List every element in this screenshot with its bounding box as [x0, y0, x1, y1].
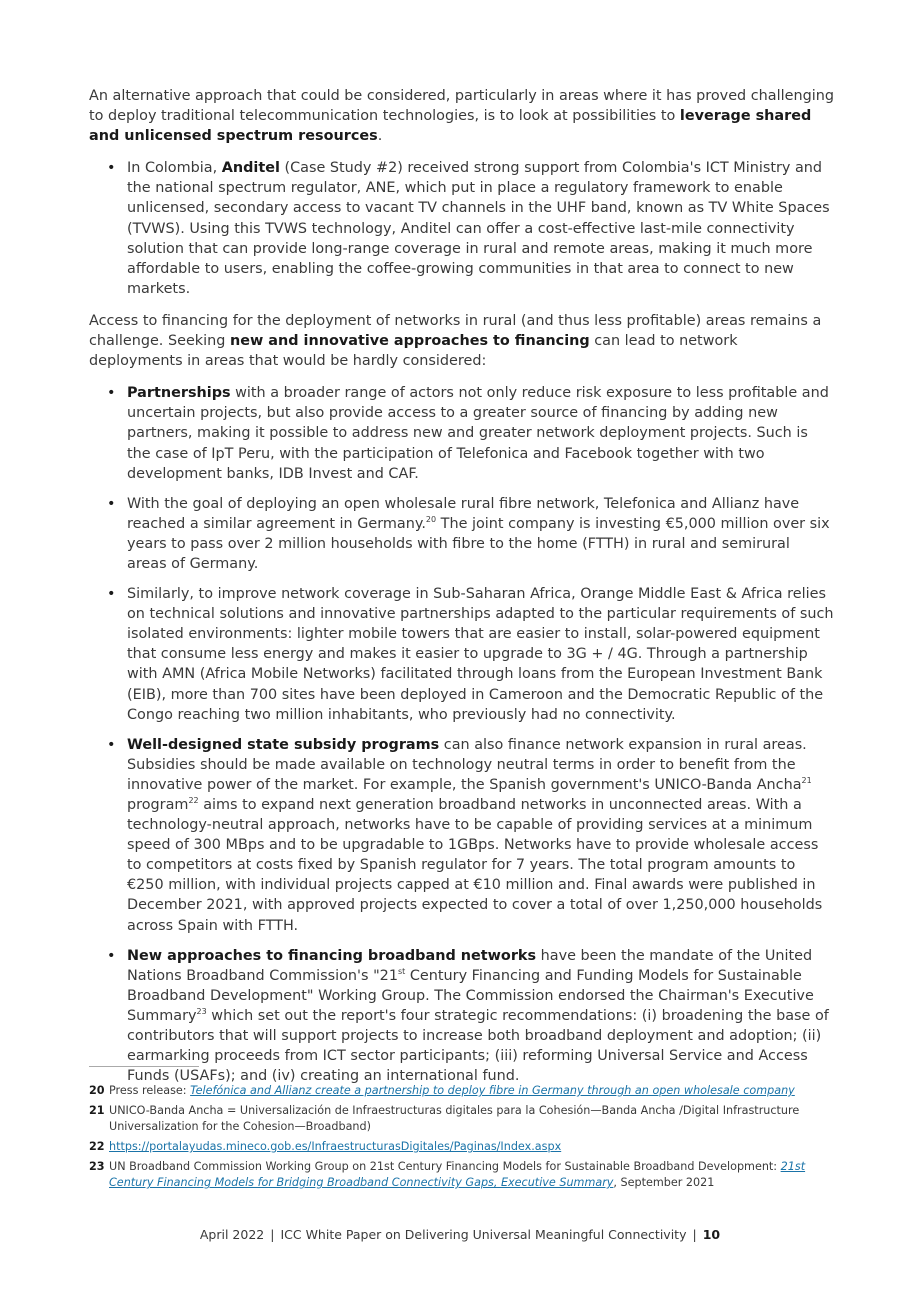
list-item-colombia: • In Colombia, Anditel (Case Study #2) received strong support from Colombia's ICT Ministry and the national spectrum regulator, ANE, which put in place a regulatory framework to enable unlicensed, secondary access to vacant TV channels in the UHF band, known as TV White Spaces (TVWS). Using this TVWS technology, Anditel can offer a cost-effective last-mile connectivity solution that can provide long-range coverage in rural and remote areas, making it much more affordable to users, enabling the coffee-growing communities in that area to connect to new markets. — [107, 160, 830, 297]
footnote-ref-20[interactable]: 20 — [425, 514, 437, 524]
footnote-22: 22 https://portalayudas.mineco.gob.es/InfraestructurasDigitales/Paginas/Index.aspx — [89, 1140, 562, 1153]
list-item-subsidy: • Well-designed state subsidy programs can also finance network expansion in rural areas. Subsidies should be made available on technology neutral terms in order to benefit from the innovative power of the market. For example, the Spanish government's UNICO-Banda Ancha$^{21}$ program$^{22}$ aims to expand next generation broadband networks in unconnected areas. With a technology-neutral approach, networks have to be capable of providing services at a minimum speed of 300 MBps and to be upgradable to 1GBps. Networks have to provide wholesale access to competitors at costs fixed by Spanish regulator for 7 years. The total program amounts to €250 million, with individual projects capped at €10 million and. Final awards were published in December 2021, with approved projects expected to cover a total of over 1,250,000 households across Spain with FTTH. — [107, 736, 823, 934]
colombia-list — [89, 158, 834, 299]
footnotes — [89, 1066, 834, 1195]
page-footer: April 2022 | ICC White Paper on Delivering Universal Meaningful Connectivity | 10 — [199, 1227, 721, 1242]
list-item-un: • New approaches to financing broadband networks have been the mandate of the United Nations Broadband Commission's "21st Century Financing and Funding Models for Sustainable Broadband Development" Working Group. The Commission endorsed the Chairman's Executive Summary$^{23}$ which set out the report's four strategic recommendations: (i) broadening the base of contributors that will support projects to increase both broadband deployment and adoption; (ii) earmarking proceeds from ICT sector participants; (iii) reforming Universal Service and Access Funds (USAFs); and (iv) creating an international fund. — [107, 947, 829, 1085]
footnote-ref-23[interactable]: 23 — [196, 1006, 207, 1016]
footnote-20: 20 Press release: Telefónica and Allianz create a partnership to deploy fibre in Germany through an open wholesale company — [89, 1084, 795, 1097]
footnote-22-link[interactable]: https://portalayudas.mineco.gob.es/InfraestructurasDigitales/Paginas/Index.aspx — [109, 1140, 562, 1153]
list-item-germany: • With the goal of deploying an open wholesale rural fibre network, Telefonica and Allianz have reached a similar agreement in Germany.$^{20}$ The joint company is investing €5,000 million over six years to pass over 2 million households with fibre to the home (FTTH) in rural and semirural areas of Germany. — [107, 495, 830, 572]
footer-title: ICC White Paper on Delivering Universal Meaningful Connectivity — [280, 1227, 687, 1242]
list-item-partnerships: • Partnerships with a broader range of actors not only reduce risk exposure to less profitable and uncertain projects, but also provide access to a greater source of financing by adding new partners, making it possible to address new and greater network deployment projects. Such is the case of IpT Peru, with the participation of Telefonica and Facebook together with two development banks, IDB Invest and CAF. — [107, 385, 829, 482]
document-body — [89, 86, 834, 1098]
footnote-ref-22[interactable]: 22 — [188, 796, 199, 805]
financing-paragraph: Access to financing for the deployment of networks in rural (and thus less profitable) areas remains a challenge. Seeking new and innovative approaches to financing can lead to network deployments in areas that would be hardly considered: — [89, 312, 822, 370]
footnote-21: 21 UNICO-Banda Ancha = Universalización de Infraestructuras digitales para la Cohesión—Banda Ancha /Digital Infrastructure Universalization for the Cohesion—Broadband) — [89, 1104, 800, 1133]
list-item-africa: • Similarly, to improve network coverage in Sub-Saharan Africa, Orange Middle East & Africa relies on technical solutions and innovative partnerships adapted to the particular requirements of such isolated environments: lighter mobile towers that are easier to install, solar-powered equipment that consume less energy and makes it easier to upgrade to 3G + / 4G. Through a partnership with AMN (Africa Mobile Networks) facilitated through loans from the European Investment Bank (EIB), more than 700 sites have been deployed in Cameroon and the Democratic Republic of the Congo reaching two million inhabitants, who previously had no connectivity. — [107, 586, 834, 723]
footnote-divider — [89, 1066, 199, 1067]
footnote-23: 23 UN Broadband Commission Working Group on 21st Century Financing Models for Sustainable Broadband Development: 21st Century Financing Models for Bridging Broadband Connectivity Gaps, Executive Summary, September 2021 — [89, 1160, 806, 1189]
footnote-20-link[interactable]: Telefónica and Allianz create a partnership to deploy fibre in Germany through an open wholesale company — [190, 1084, 795, 1097]
footnote-ref-21[interactable]: 21 — [801, 775, 812, 785]
anditel-bold: Anditel — [221, 160, 280, 177]
footer-date: April 2022 — [199, 1227, 265, 1242]
intro-bold: leverage shared and unlicensed spectrum resources — [89, 108, 812, 145]
financing-list — [89, 383, 834, 1086]
intro-paragraph: An alternative approach that could be considered, particularly in areas where it has proved challenging to deploy traditional telecommunication technologies, is to look at possibilities to leverage shared and unlicensed spectrum resources. — [89, 88, 834, 145]
financing-bold: new and innovative approaches to financing — [229, 333, 590, 350]
page-number: 10 — [702, 1227, 721, 1242]
footnote-23-link[interactable]: 21st Century Financing Models for Bridging Broadband Connectivity Gaps, Executive Summary — [109, 1160, 806, 1189]
